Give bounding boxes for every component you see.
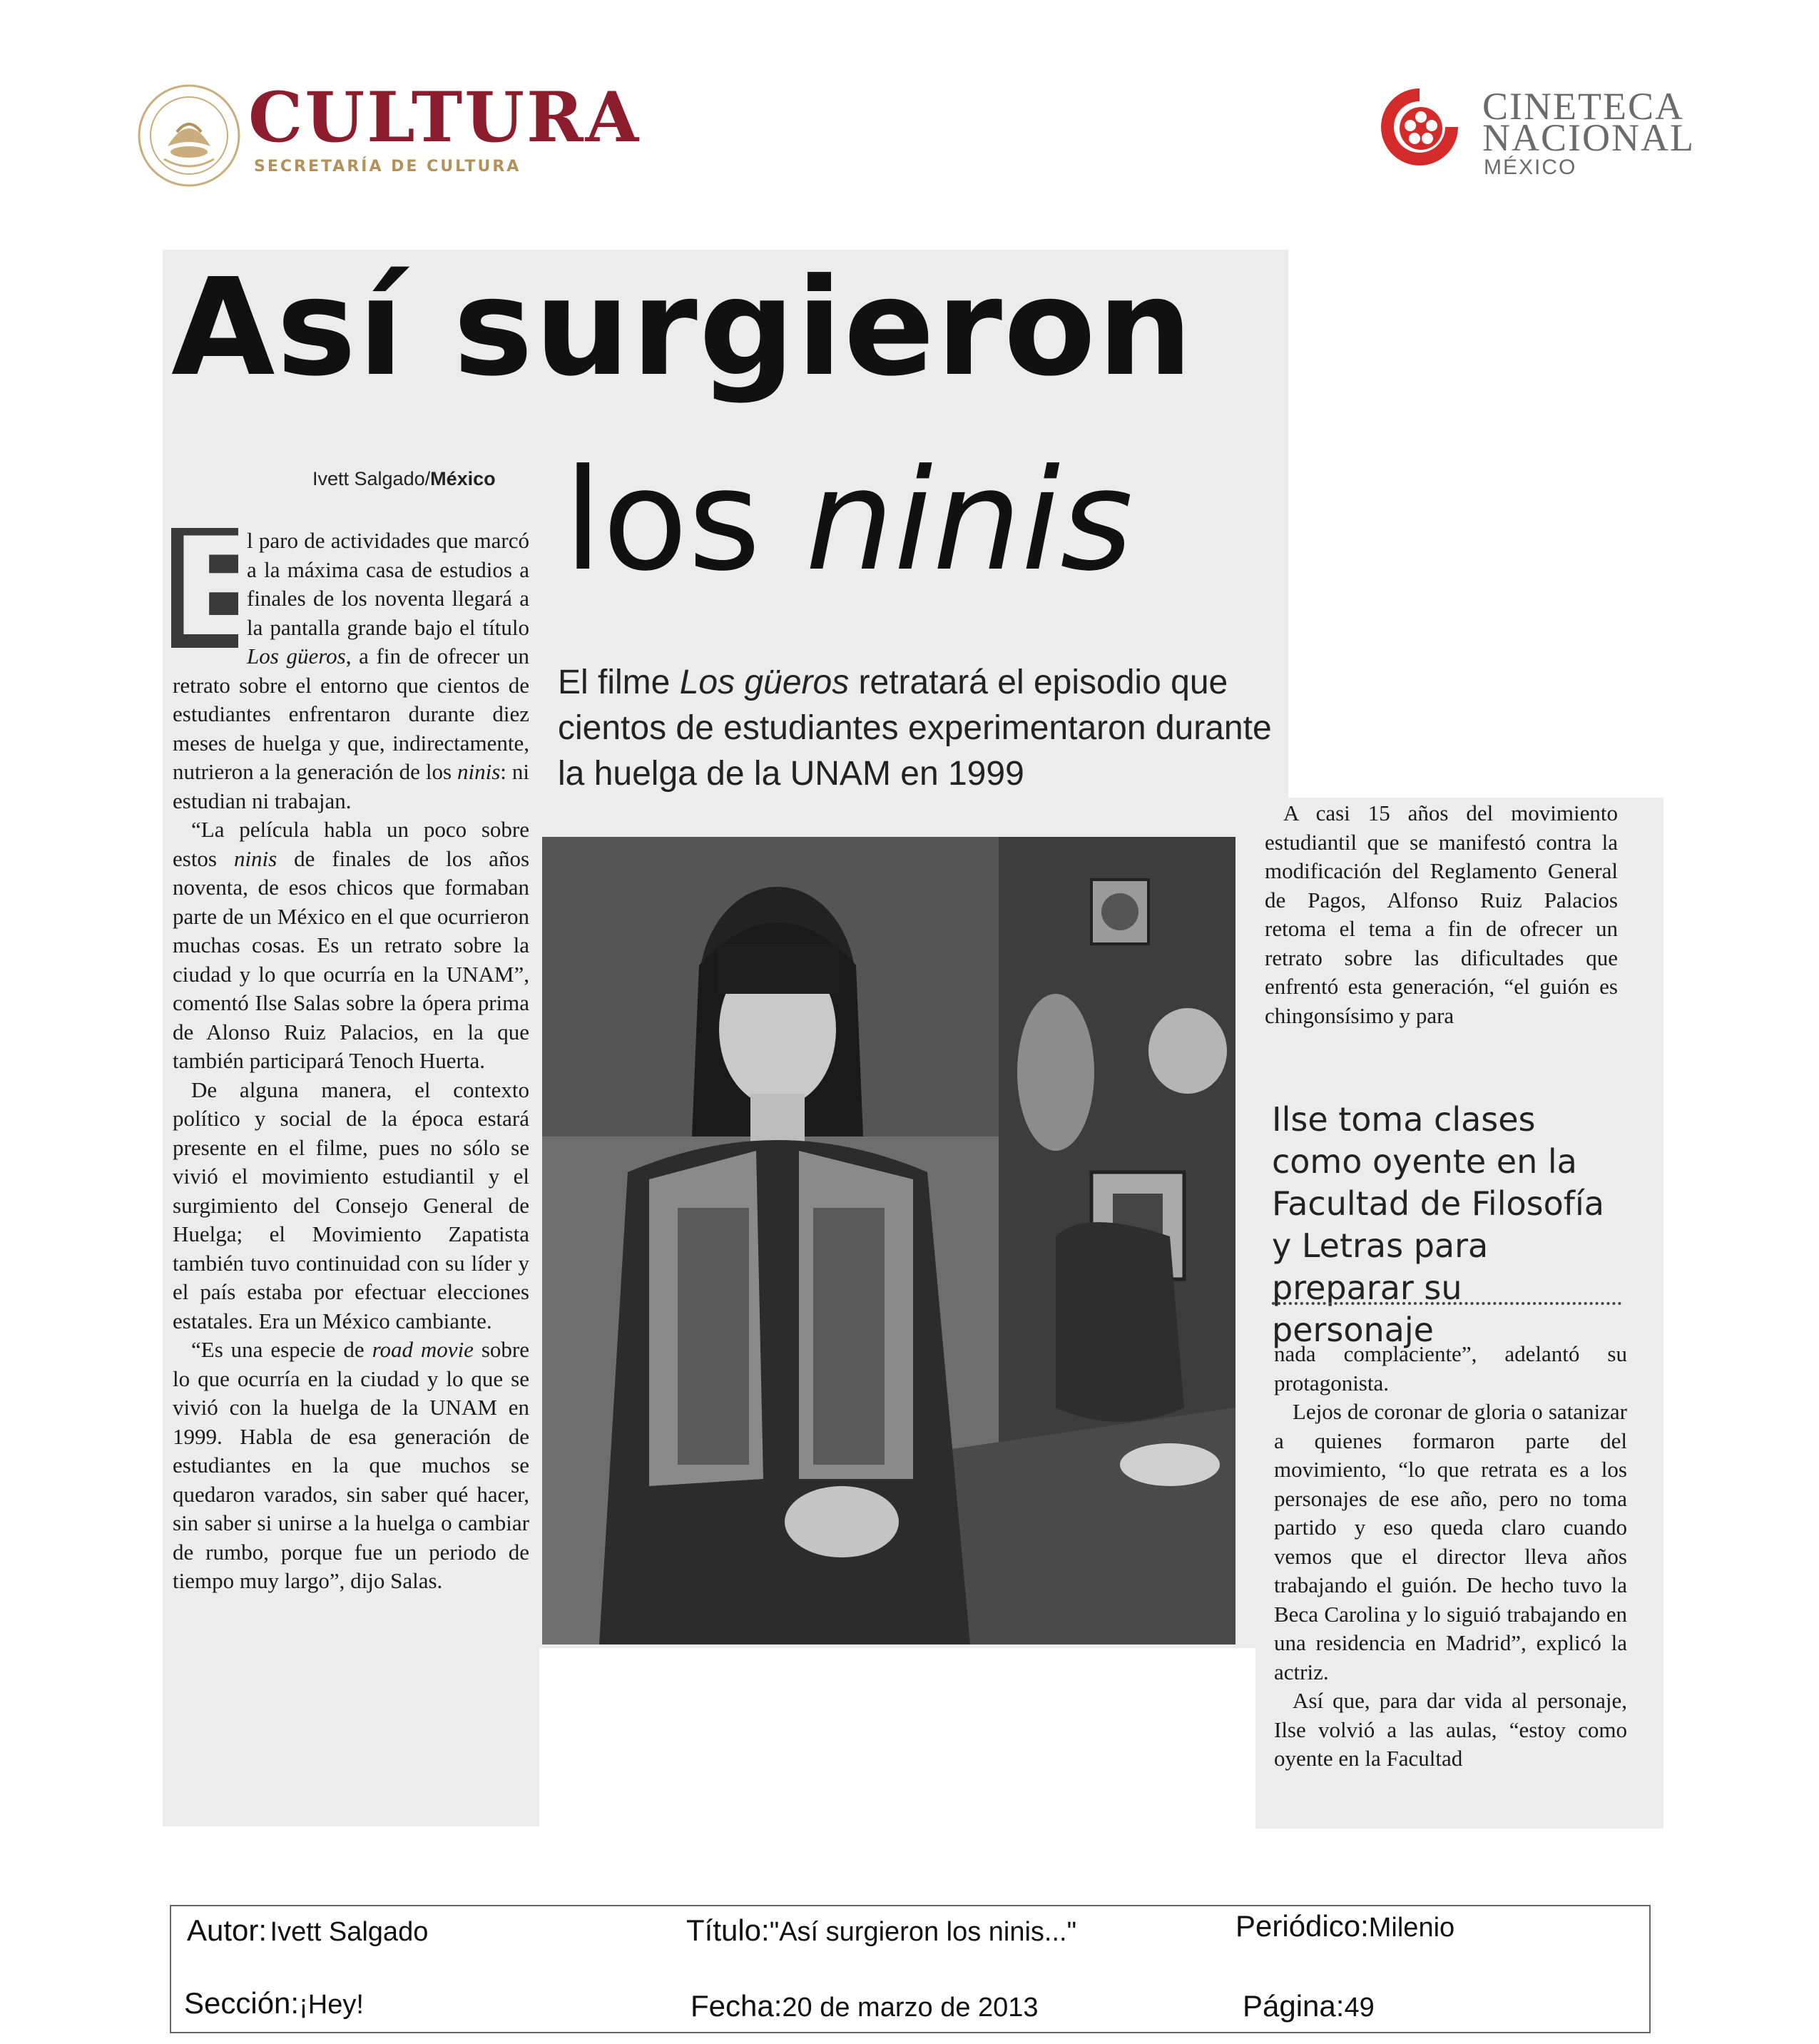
paragraph: A casi 15 años del movimiento estudiantil que se manifestó contra la modificación del Reglamento General de Pagos, Alfonso Ruiz Palacios retoma el tema a fin de ofrecer un retrato sobre las dificultades que enfrentó esta generación, “el guión es chingonsísimo y para <box>1265 800 1618 1028</box>
info-periodico <box>1235 1909 1454 1943</box>
cineteca-line-3: MÉXICO <box>1484 156 1577 179</box>
subhead-part: El filme <box>558 663 680 701</box>
pull-quote: Ilse toma clases como oyente en la Facultad de Filosofía y Letras para preparar su personaje <box>1272 1100 1604 1349</box>
headline-line-1: Así surgieron <box>171 250 1194 406</box>
article-right-column-top <box>1265 799 1618 1030</box>
paragraph <box>173 815 529 1076</box>
byline-author: Ivett Salgado/ <box>312 468 431 489</box>
text: Los güeros <box>247 644 346 668</box>
text: “Es una especie de <box>191 1337 372 1362</box>
pagina-value: 49 <box>1344 1993 1375 2023</box>
photo-illustration <box>542 837 1235 1644</box>
text: l paro de actividades que marcó a la máxima casa de estudios a finales de los noventa llegará a la pantalla grande bajo el título <box>247 528 529 640</box>
article-left-column <box>171 509 530 1596</box>
headline-line-2 <box>564 439 1133 602</box>
seccion-label: Sección: <box>184 1986 300 2020</box>
cultura-wordmark: CULTURA <box>248 77 641 158</box>
text: ninis <box>233 845 277 871</box>
paragraph: Lejos de coronar de gloria o satanizar a quienes formaron parte del movimiento, “lo que retrata es a los personajes de ese año, pero no toma partido y eso queda claro cuando vemos que el director lleva años trabajando el guión. De hecho tuvo la Beca Carolina y lo siguió trabajando en una residencia en Madrid”, explicó la actriz. <box>1274 1399 1627 1684</box>
text: , a fin de ofrecer un retrato sobre el entorno que cientos de estudiantes enfrentaron durante diez meses de huelga y que, indirectamente, nutrieron a la generación de los <box>173 644 530 784</box>
info-fecha <box>691 1989 1039 2023</box>
paragraph <box>173 1336 529 1596</box>
autor-label: Autor: <box>187 1913 268 1947</box>
subhead-part: retratará el episodio que cientos de estudiantes experimentaron durante la huelga de la UNAM en 1999 <box>558 663 1272 793</box>
paragraph: Así que, para dar vida al personaje, Ilse volvió a las aulas, “estoy como oyente en la Facultad <box>1274 1688 1627 1771</box>
pagina-label: Página: <box>1243 1989 1345 2023</box>
article-right-column-bottom <box>1274 1340 1627 1774</box>
text: ninis <box>457 759 501 784</box>
article-photo <box>542 837 1235 1644</box>
info-seccion <box>184 1986 364 2020</box>
fecha-value: 20 de marzo de 2013 <box>782 1993 1039 2023</box>
paragraph <box>171 509 530 815</box>
headline-los: los <box>564 439 805 602</box>
byline <box>312 468 496 490</box>
cineteca-line-1: CINETECA <box>1482 85 1684 128</box>
fecha-label: Fecha: <box>691 1989 783 2023</box>
cultura-logo <box>136 77 641 182</box>
info-pagina <box>1243 1989 1375 2023</box>
text: sobre lo que ocurría en la ciudad y lo que se vivió con la huelga de la UNAM en 1999. Habla de esa generación de estudiantes en la que muchos se quedaron varados, sin saber qué hacer, sin saber si unirse a la huelga o cambiar de rumbo, porque fue un periodo de tiempo muy largo”, dijo Salas. <box>173 1337 530 1593</box>
paragraph: De alguna manera, el contexto político y social de la época estará presente en el filme, pues no sólo se vivió el movimiento estudiantil y el surgimiento del Consejo General de Huelga; el Movimiento Zapatista también tuvo continuidad con su líder y el país estaba por efectuar elecciones estatales. Era un México cambiante. <box>173 1077 529 1333</box>
text: de finales de los años noventa, de esos chicos que formaban parte de un México en el que ocurrieron muchas cosas. Es un retrato sobre la ciudad y lo que ocurría en la UNAM”, comentó Ilse Salas sobre la ópera prima de Alonso Ruiz Palacios, en la que también participará Tenoch Huerta. <box>173 845 530 1073</box>
periodico-value: Milenio <box>1368 1913 1455 1943</box>
autor-value: Ivett Salgado <box>270 1917 429 1947</box>
pull-quote-rule <box>1272 1302 1621 1305</box>
byline-place: México <box>430 468 496 489</box>
info-autor <box>187 1913 428 1948</box>
info-titulo <box>686 1913 1076 1948</box>
clipping-info-table <box>170 1905 1651 2033</box>
cultura-subtitle: SECRETARÍA DE CULTURA <box>254 158 521 176</box>
cineteca-line-2: NACIONAL <box>1482 116 1695 159</box>
drop-cap: E <box>171 509 264 666</box>
film-reel-icon <box>1377 84 1462 170</box>
headline-ninis: ninis <box>805 439 1133 602</box>
text: “La película habla un poco sobre estos <box>173 817 529 871</box>
cineteca-logo <box>1377 84 1705 184</box>
subhead-film-title: Los güeros <box>679 663 850 701</box>
periodico-label: Periódico: <box>1235 1909 1369 1943</box>
titulo-value: "Así surgieron los ninis..." <box>769 1917 1077 1947</box>
mexican-seal-icon <box>136 82 243 189</box>
seccion-value: ¡Hey! <box>299 1990 364 2020</box>
drop-cap-spacer <box>171 509 264 666</box>
subheadline <box>558 660 1278 797</box>
text: road movie <box>372 1337 474 1362</box>
titulo-label: Título: <box>686 1913 770 1947</box>
paragraph: nada complaciente”, adelantó su protagonista. <box>1274 1341 1627 1395</box>
text: : ni estudian ni trabajan. <box>173 759 529 813</box>
